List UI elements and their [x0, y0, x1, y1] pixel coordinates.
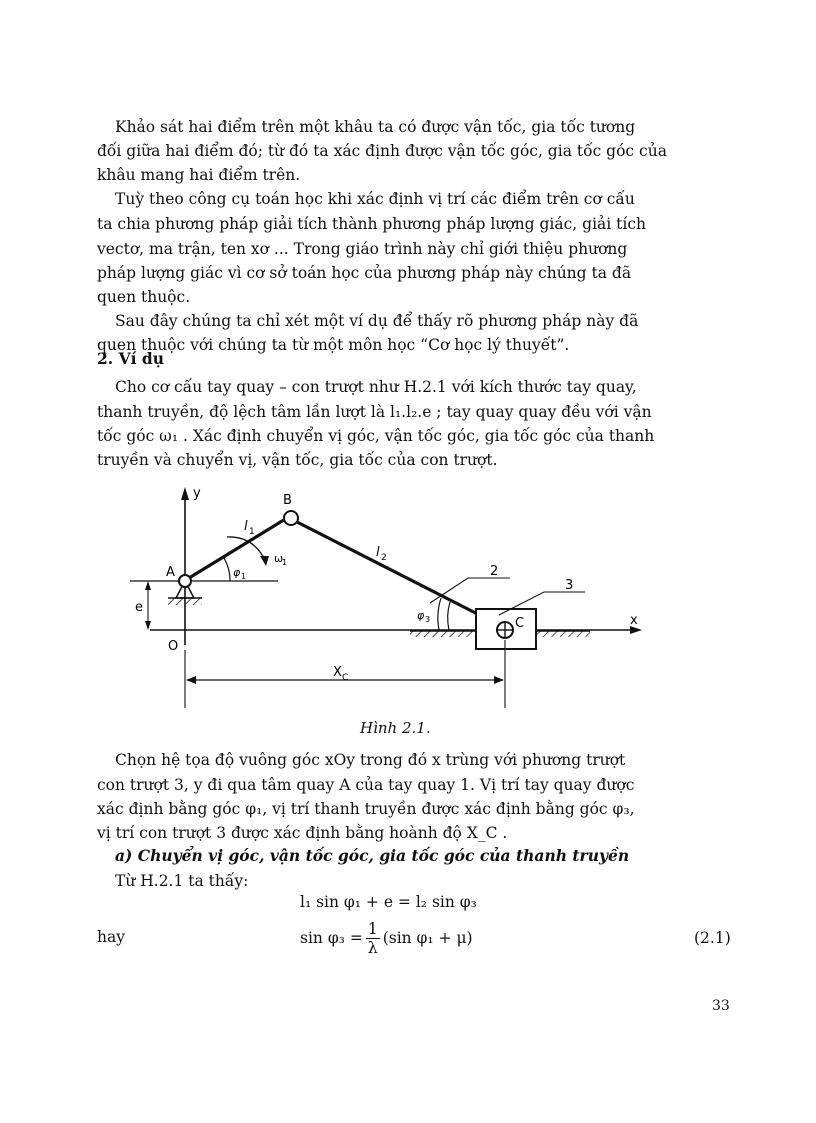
- equation-2-number: (2.1): [694, 929, 731, 947]
- l2-label: l: [376, 545, 380, 560]
- paragraph4-line: Cho cơ cấu tay quay – con trượt như H.2.1 với kích thước tay quay,: [115, 378, 637, 396]
- equation-2-lhs: sin φ₃ =: [300, 929, 363, 947]
- paragraph3-line: Sau đây chúng ta chỉ xét một ví dụ để thấy rõ phương pháp này đã: [115, 312, 639, 330]
- paragraph2-line: ta chia phương pháp giải tích thành phương pháp lượng giác, giải tích: [97, 215, 647, 233]
- phi3-sub: 3: [425, 615, 431, 624]
- origin-label: O: [168, 639, 179, 654]
- xc-sub: C: [342, 673, 349, 683]
- omega1-arc: [227, 537, 265, 560]
- paragraph5-line: vị trí con trượt 3 được xác định bằng hoành độ X_C .: [97, 824, 508, 842]
- equation-2-denominator: λ: [367, 938, 378, 957]
- paragraph5-line: Chọn hệ tọa độ vuông góc xOy trong đó x trùng với phương trượt: [115, 751, 626, 769]
- xc-label: X: [333, 665, 342, 680]
- phi3-arc: [438, 598, 441, 630]
- point-b-label: B: [283, 493, 292, 508]
- paragraph4-line: truyền và chuyển vị, vận tốc, gia tốc của con trượt.: [97, 451, 498, 469]
- omega1-label: ω: [274, 552, 284, 565]
- l2-sub: 2: [381, 553, 387, 563]
- paragraph1-line: đối giữa hai điểm đó; từ đó ta xác định được vận tốc góc, gia tốc góc của: [97, 142, 667, 160]
- coupler-bc: [297, 522, 505, 628]
- figure-caption: Hình 2.1.: [360, 719, 431, 737]
- part3-label: 3: [565, 578, 574, 593]
- paragraph4-line: thanh truyền, độ lệch tâm lần lượt là l₁.l₂.e ; tay quay quay đều với vận: [97, 403, 652, 421]
- l1-label: l: [244, 519, 248, 534]
- y-axis-label: y: [193, 486, 201, 501]
- joint-a: [179, 575, 191, 587]
- phi1-sub: 1: [241, 572, 247, 581]
- equation-2-rhs: (sin φ₁ + μ): [382, 929, 473, 947]
- part2-label: 2: [490, 564, 499, 579]
- point-a-label: A: [166, 565, 175, 580]
- l1-sub: 1: [249, 527, 255, 537]
- paragraph2-line: pháp lượng giác vì cơ sở toán học của phương pháp này chúng ta đã: [97, 264, 632, 282]
- equation-2: [300, 912, 473, 964]
- paragraph3-line: quen thuộc với chúng ta từ một môn học “Cơ học lý thuyết”.: [97, 336, 570, 354]
- joint-b: [284, 511, 298, 525]
- paragraph2-line: Tuỳ theo công cụ toán học khi xác định vị trí các điểm trên cơ cấu: [115, 190, 635, 208]
- intro-line: Từ H.2.1 ta thấy:: [115, 872, 249, 890]
- phi1-arc: [224, 558, 230, 581]
- paragraph1-line: khâu mang hai điểm trên.: [97, 166, 301, 184]
- y-axis-arrow: [181, 487, 189, 500]
- leader-2: [430, 578, 510, 603]
- hay-label: hay: [97, 928, 125, 946]
- section-heading: 2. Ví dụ: [97, 349, 164, 368]
- paragraph2-line: quen thuộc.: [97, 288, 191, 306]
- paragraph5-line: con trượt 3, y đi qua tâm quay A của tay quay 1. Vị trí tay quay được: [97, 776, 635, 794]
- omega1-sub: 1: [282, 558, 288, 567]
- equation-2-numerator: 1: [367, 919, 378, 938]
- paragraph5-line: xác định bằng góc φ₁, vị trí thanh truyền được xác định bằng góc φ₃,: [97, 800, 635, 818]
- subheading-a: a) Chuyển vị góc, vận tốc góc, gia tốc góc của thanh truyền: [115, 846, 630, 865]
- paragraph2-line: vectơ, ma trận, ten xơ ... Trong giáo trình này chỉ giới thiệu phương: [97, 240, 628, 258]
- point-c-label: C: [515, 616, 525, 631]
- paragraph4-line: tốc góc ω₁ . Xác định chuyển vị góc, vận tốc góc, gia tốc góc của thanh: [97, 427, 655, 445]
- equation-2-fraction: [366, 920, 380, 957]
- phi1-label: φ: [233, 566, 241, 579]
- equation-1: l₁ sin φ₁ + e = l₂ sin φ₃: [300, 893, 477, 911]
- e-label: e: [135, 600, 143, 615]
- phi3-label: φ: [417, 609, 425, 622]
- x-axis-label: x: [630, 613, 638, 628]
- paragraph1-line: Khảo sát hai điểm trên một khâu ta có được vận tốc, gia tốc tương: [115, 118, 636, 136]
- page-number: 33: [712, 998, 730, 1014]
